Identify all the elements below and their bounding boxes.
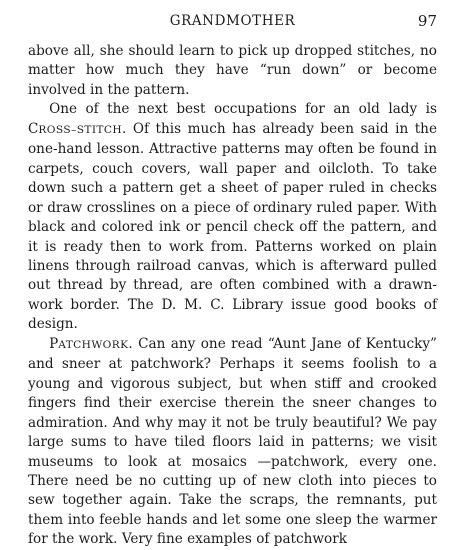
body-text: [28, 42, 437, 550]
running-head: [28, 12, 437, 32]
patchwork-heading: ATCHWORK: [58, 338, 129, 351]
cross-stitch-initial: C: [28, 120, 39, 137]
paragraph-2-text: . Of this much has already been said in the one-hand lesson. Attractive patterns may often be found in carpets, couch covers, wall paper and oilcloth. To take down such a pattern get a sheet of paper ruled in checks or draw crosslines on a piece of ordinary ruled paper. With black and colored ink or pencil check off the pattern, and it is ready then to work from. Patterns worked on plain linens through railroad canvas, which is afterward pulled out thread by thread, are often combined with a drawn-work border. The D. M. C. Library issue good books of design.: [28, 120, 437, 333]
paragraph-3-text: . Can any one read “Aunt Jane of Kentucky” and sneer at patchwork? Perhaps it seems foolish to a young and vigorous subject, but when stiff and crooked fingers find their exercise therein the sneer changes to admiration. And why may it not be truly beautiful? We pay large sums to have tiled floors laid in patterns; we visit museums to look at mosaics —patchwork, every one. There need be no cutting up of new cloth into pieces to sew together again. Take the scraps, the remnants, put them into feeble hands and let some one sleep the warmer for the work. Very fine examples of patchwork: [28, 335, 437, 548]
paragraph-2-lead: One of the next best occupations for an old lady is: [49, 101, 437, 118]
page-number: 97: [417, 12, 437, 30]
patchwork-initial: P: [49, 335, 59, 352]
paragraph-patchwork: [28, 335, 437, 550]
cross-stitch-heading: ROSS–STITCH: [38, 123, 123, 136]
paragraph-cross-stitch: [28, 100, 437, 334]
paragraph-1: above all, she should learn to pick up dropped stitches, no matter how much they have “run down” or become involved in the pattern.: [28, 43, 437, 98]
running-title: GRANDMOTHER: [169, 13, 296, 29]
